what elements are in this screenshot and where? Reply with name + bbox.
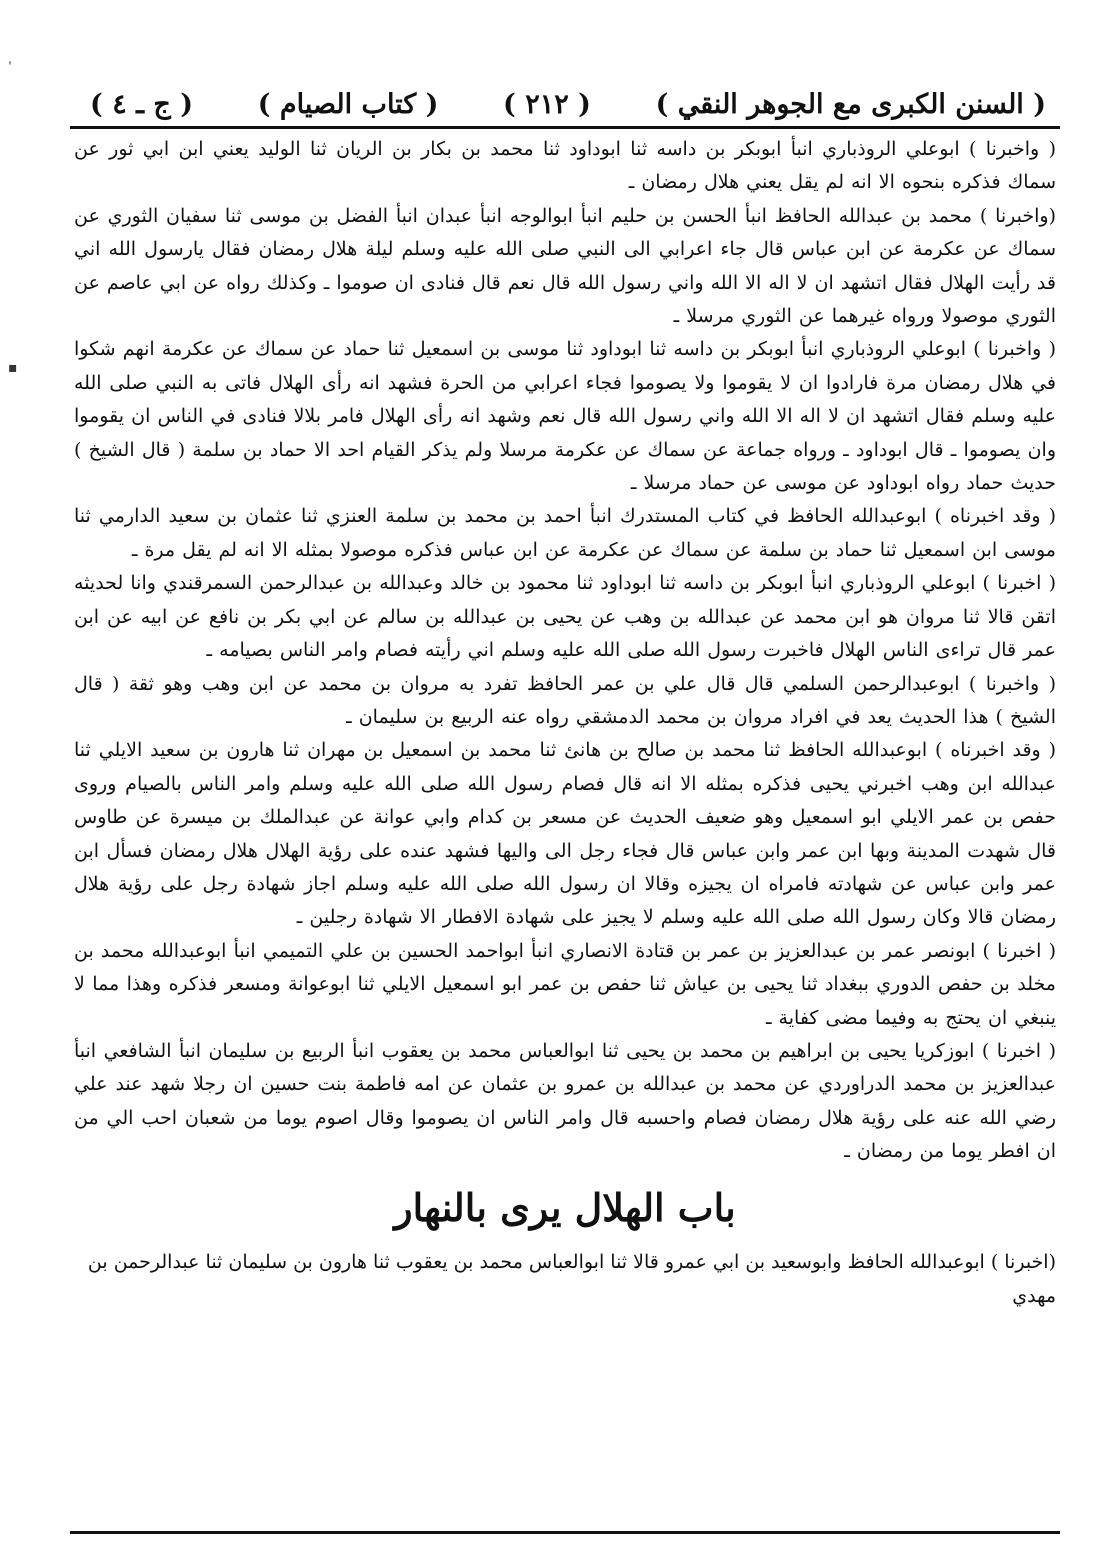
paragraph: ( اخبرنا ) ابوعلي الروذباري انبأ ابوبكر بن داسه ثنا ابوداود ثنا محمود بن خالد وعبدالله بن عبدالرحمن السمرقندي وانا لحديثه اتقن قالا ثنا مروان هو ابن محمد عن عبدالله بن وهب عن يحيى بن عبدالله بن سالم عن ابي بكر بن نافع عن ابيه عن ابن عمر قال تراءى الناس الهلال فاخبرت رسول الله صلى الله عليه وسلم اني رأيته فصام وامر الناس بصيامه ـ	[74, 572, 1056, 662]
footer-rule	[70, 1531, 1060, 1534]
book-title: ( السنن الكبرى مع الجوهر النقي )	[655, 88, 1046, 120]
paragraph: ( وقد اخبرناه ) ابوعبدالله الحافظ في كتاب المستدرك انبأ احمد بن محمد بن سلمة العنزي ثنا عثمان بن سعيد الدارمي ثنا موسى ابن اسمعيل ثنا حماد بن سلمة عن سماك عن عكرمة عن ابن عباس فذكره موصولا بمثله الا انه لم يقل مرة ـ	[74, 505, 1056, 561]
margin-mark-middle: ▪	[8, 360, 18, 376]
main-text	[70, 129, 1060, 1169]
section-heading: باب الهلال يرى بالنهار	[394, 1184, 736, 1230]
paragraph: ( واخبرنا ) ابوعلي الروذباري انبأ ابوبكر بن داسه ثنا ابوداود ثنا موسى بن اسمعيل ثنا حماد عن سماك عن عكرمة انهم شكوا في هلال رمضان مرة فارادوا ان لا يقوموا ولا يصوموا فجاء اعرابي من الحرة فشهد انه رأى الهلال فاتى به النبي صلى الله عليه وسلم فقال اتشهد ان لا اله الا الله واني رسول الله قال نعم وشهد انه رأى الهلال فامر بلالا فنادى في الناس ان يقوموا وان يصوموا ـ قال ابوداود ـ ورواه جماعة عن سماك عن عكرمة مرسلا ولم يذكر القيام احد الا حماد بن سلمة ( قال الشيخ ) حديث حماد رواه ابوداود عن موسى عن حماد مرسلا ـ	[74, 338, 1056, 495]
paragraph: ( وقد اخبرناه ) ابوعبدالله الحافظ ثنا محمد بن صالح بن هانئ ثنا محمد بن اسمعيل بن مهران ثنا هارون بن سعيد الايلي ثنا عبدالله ابن وهب اخبرني يحيى فذكره بمثله الا انه قال فصام رسول الله صلى الله عليه وسلم وامر الناس بالصيام وروى حفص بن عمر الايلي ابو اسمعيل وهو ضعيف الحديث عن مسعر بن كدام وابي عوانة عن عبدالملك بن ميسرة عن طاوس قال شهدت المدينة وبها ابن عمر وابن عباس قال فجاء رجل الى واليها فشهد عنده على رؤية الهلال هلال رمضان فسأل ابن عمر وابن عباس عن شهادته فامراه ان يجيزه وقالا ان رسول الله صلى الله عليه وسلم اجاز شهادة رجل على رؤية هلال رمضان قالا وكان رسول الله صلى الله عليه وسلم لا يجيز على شهادة الافطار الا شهادة رجلين ـ	[74, 739, 1056, 929]
volume-number: ( ج ـ ٤ )	[90, 88, 194, 120]
page-number: ( ٢١٢ )	[503, 88, 591, 120]
chapter-title: ( كتاب الصيام )	[257, 88, 439, 120]
paragraph: (واخبرنا ) محمد بن عبدالله الحافظ انبأ الحسن بن حليم انبأ ابوالوجه انبأ عبدان انبأ الفضل بن موسى ثنا سفيان الثوري عن سماك عن عكرمة عن ابن عباس قال جاء اعرابي الى النبي صلى الله عليه وسلم ليلة هلال رمضان فقال يارسول الله اني قد رأيت الهلال فقال اتشهد ان لا اله الا الله واني رسول الله قال نعم قال فنادى ان صوموا ـ وكذلك رواه عن ابي عاصم عن الثوري موصولا ورواه غيرهما عن الثوري مرسلا ـ	[74, 204, 1056, 328]
paragraph-continued: (اخبرنا ) ابوعبدالله الحافظ وابوسعيد بن ابي عمرو قالا ثنا ابوالعباس محمد بن يعقوب ثنا هارون بن سليمان ثنا عبدالرحمن بن مهدي	[87, 1250, 1056, 1307]
margin-mark-top: ˈ	[8, 60, 12, 76]
paragraph: ( واخبرنا ) ابوعبدالرحمن السلمي قال قال علي بن عمر الحافظ تفرد به مروان بن محمد عن ابن وهب وهو ثقة ( قال الشيخ ) هذا الحديث يعد في افراد مروان بن محمد الدمشقي رواه عنه الربيع بن سليمان ـ	[74, 672, 1056, 728]
page-header	[70, 82, 1060, 126]
paragraph: ( اخبرنا ) ابوزكريا يحيى بن ابراهيم بن محمد بن يحيى ثنا ابوالعباس محمد بن يعقوب انبأ الربيع بن سليمان انبأ الشافعي انبأ عبدالعزيز بن محمد الدراوردي عن محمد بن عبدالله بن عمرو بن عثمان عن امه فاطمة بنت حسين ان رجلا شهد عند علي رضي الله عنه على رؤية هلال رمضان فصام واحسبه قال وامر الناس ان يصوموا وقال اصوم يوما من شعبان احب الي من ان افطر يوما من رمضان ـ	[74, 1039, 1056, 1163]
paragraph: ( اخبرنا ) ابونصر عمر بن عبدالعزيز بن عمر بن قتادة الانصاري انبأ ابواحمد الحسين بن علي التميمي انبأ ابوعبدالله محمد بن مخلد بن حفص الدوري ببغداد ثنا يحيى بن عياش ثنا حفص بن عمر ابو اسمعيل الايلي ثنا ابوعوانة ومسعر فذكره وهذا مما لا ينبغي ان يحتج به وفيما مضى كفاية ـ	[74, 939, 1056, 1029]
paragraph: ( واخبرنا ) ابوعلي الروذباري انبأ ابوبكر بن داسه ثنا ابوداود ثنا محمد بن بكار بن الريان ثنا الوليد يعني ابن ابي ثور عن سماك فذكره بنحوه الا انه لم يقل يعني هلال رمضان ـ	[74, 138, 1056, 194]
document-page	[70, 82, 1060, 1534]
